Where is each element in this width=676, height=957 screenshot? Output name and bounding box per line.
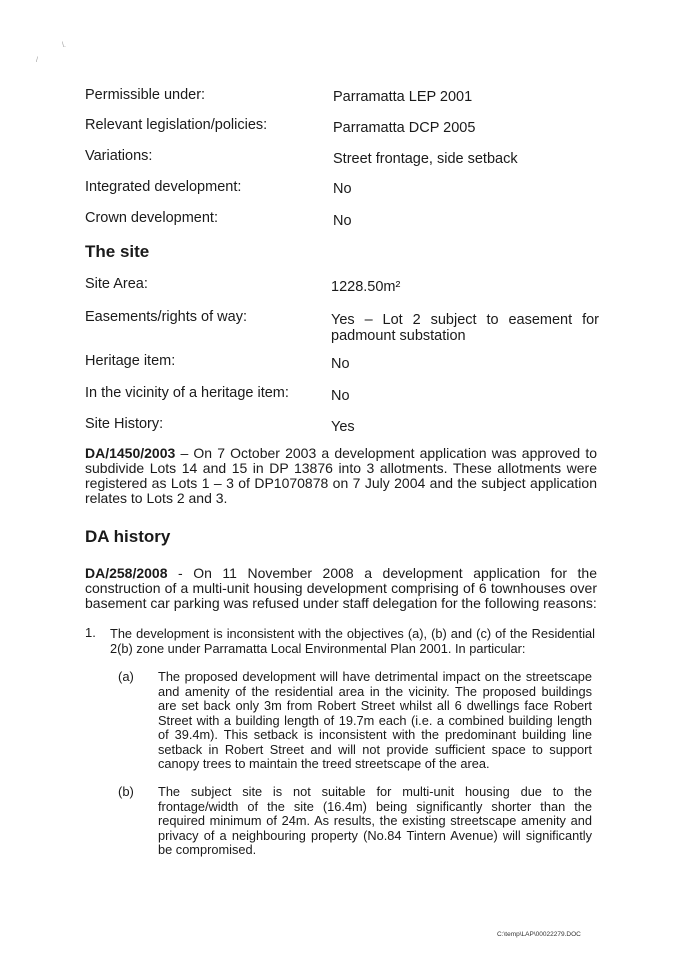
site-heading: The site [85,242,150,261]
site-value: No [331,356,350,372]
details-value: No [333,213,352,229]
da-history-heading: DA history [85,527,171,546]
details-label: Crown development: [85,210,218,226]
subitem-text: The proposed development will have detrimental impact on the streetscape and amenity of the residential area in the vicinity. The proposed buildings are set back only 3m from Robert Street whilst all 6 dwellings face Robert Street with a building length of 19.7m each (i.e. a combined building length of 39.4m). This setback is inconsistent with the predominant building line setback in Robert Street and will not provide sufficient space to support canopy trees to maintain the treed streetscape of the area. [158,669,592,771]
da-history-paragraph [85,566,597,611]
da-history-reference: DA/258/2008 [85,565,168,581]
site-value: Yes – Lot 2 subject to easement for padmount substation [331,312,599,344]
details-value: Parramatta LEP 2001 [333,89,473,105]
site-label: In the vicinity of a heritage item: [85,385,289,401]
scan-speck: / [36,57,38,64]
subitem-label: (b) [118,784,134,799]
document-path-footer: C:\temp\LAP\00022279.DOC [497,931,581,938]
site-label: Site Area: [85,276,148,292]
subitem-label: (a) [118,669,134,684]
reason-text: The development is inconsistent with the objectives (a), (b) and (c) of the Residential 2(b) zone under Parramatta Local Environmental Plan 2001. In particular: [110,626,595,656]
site-history-text: – On 7 October 2003 a development application was approved to subdivide Lots 14 and 15 in DP 13876 into 3 allotments. These allotments were registered as Lots 1 – 3 of DP1070878 on 7 July 2004 and the subject application relates to Lots 2 and 3. [85,445,597,506]
site-label: Heritage item: [85,353,176,369]
site-value: Yes [331,419,355,435]
details-label: Variations: [85,148,153,164]
subitem-text: The subject site is not suitable for multi-unit housing due to the frontage/width of the site (16.4m) being significantly shorter than the required minimum of 24m. As results, the existing streetscape amenity and privacy of a neighbouring property (No.84 Tintern Avenue) will significantly be compromised. [158,784,592,857]
details-label: Permissible under: [85,87,206,103]
details-label: Relevant legislation/policies: [85,117,268,133]
site-label: Easements/rights of way: [85,309,247,325]
details-label: Integrated development: [85,179,242,195]
site-label: Site History: [85,416,164,432]
site-history-reference: DA/1450/2003 [85,445,176,461]
details-value: No [333,181,352,197]
da-history-text: - On 11 November 2008 a development application for the construction of a multi-unit housing development comprising of 6 townhouses over basement car parking was refused under staff delegation for the following reasons: [85,565,597,611]
site-history-paragraph [85,446,597,506]
details-value: Parramatta DCP 2005 [333,120,476,136]
site-value: 1228.50m² [331,279,401,295]
site-value: No [331,388,350,404]
details-value: Street frontage, side setback [333,151,518,167]
reason-number: 1. [85,625,96,640]
scan-speck: \. [62,42,66,49]
